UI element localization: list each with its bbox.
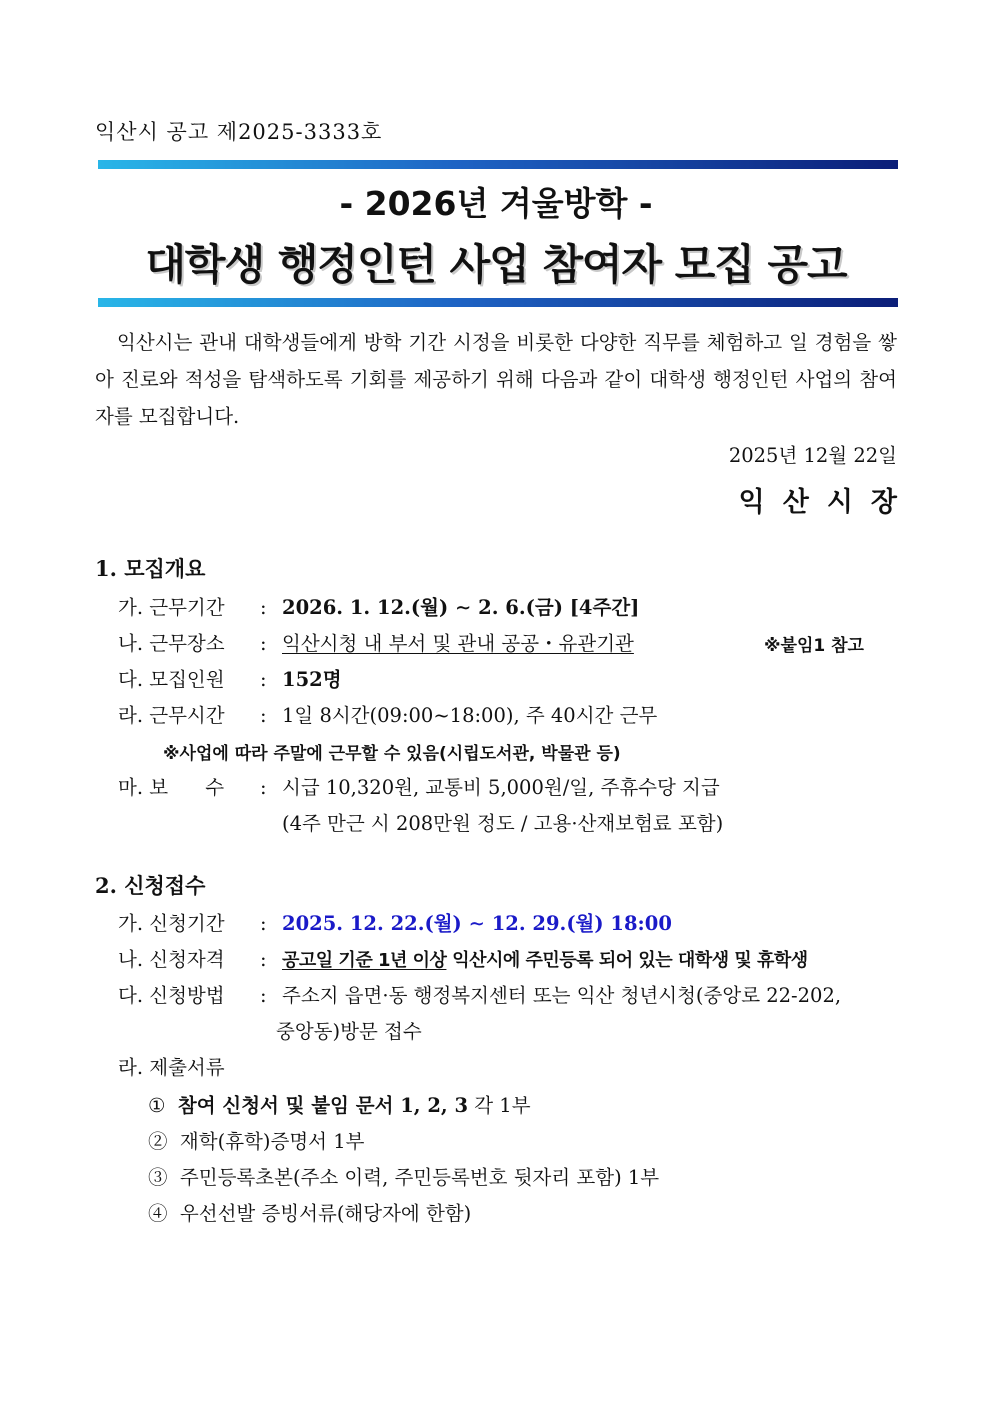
eligibility-rest: 익산시에 주민등록 되어 있는 대학생 및 휴학생 [446, 950, 808, 971]
document-name: 재학(휴학)증명서 1부 [179, 1130, 365, 1153]
section1-heading: 1. 모집개요 [95, 556, 206, 581]
document-number: ① [148, 1094, 166, 1117]
section2-item-documents [118, 1052, 260, 1080]
document-name: 우선선발 증빙서류(해당자에 한함) [179, 1202, 472, 1225]
section2-heading: 2. 신청접수 [95, 873, 206, 898]
title-bottom-bar [98, 298, 898, 307]
eligibility-underlined: 공고일 기준 1년 이상 [282, 950, 447, 971]
section2-item-period: 가. 신청기간 : 2025. 12. 22.(월) ∼ 12. 29.(월) 18:00 [118, 908, 672, 936]
document-item [148, 1162, 659, 1190]
item-value: 152명 [282, 668, 342, 691]
item-label: 나. 근무장소 [118, 632, 225, 655]
item-label: 다. 신청방법 [118, 984, 225, 1007]
section1-item-location: 나. 근무장소 : 익산시청 내 부서 및 관내 공공・유관기관 [118, 628, 634, 656]
title-line-1: - 2026년 겨울방학 - [339, 184, 653, 223]
pay-detail: (4주 만근 시 208만원 정도 / 고용·산재보험료 포함) [282, 812, 724, 835]
section2-item-method: 다. 신청방법 : 주소지 읍면·동 행정복지센터 또는 익산 청년시청(중앙로 22-202, [118, 980, 841, 1008]
document-name: 주민등록초본(주소 이력, 주민등록번호 뒷자리 포함) 1부 [179, 1166, 660, 1189]
section1-item-pay: 마. 보 수 : 시급 10,320원, 교통비 5,000원/일, 주휴수당 지급 [118, 772, 720, 800]
notice-number: 익산시 공고 제2025-3333호 [95, 120, 383, 144]
item-value: 시급 10,320원, 교통비 5,000원/일, 주휴수당 지급 [282, 776, 720, 799]
weekend-note: ※사업에 따라 주말에 근무할 수 있음(시립도서관, 박물관 등) [163, 744, 621, 764]
document-item [148, 1090, 531, 1118]
section1-item-hours: 라. 근무시간 : 1일 8시간(09:00~18:00), 주 40시간 근무 [118, 700, 657, 728]
document-name: 각 1부 [468, 1094, 531, 1117]
item-label: 라. 근무시간 [118, 704, 225, 727]
title-top-bar [98, 160, 898, 169]
issuer: 익산시장 [738, 487, 915, 518]
section1-item-headcount: 다. 모집인원 : 152명 [118, 664, 342, 692]
method-detail: 중앙동)방문 접수 [276, 1020, 422, 1043]
section1-item-period: 가. 근무기간 : 2026. 1. 12.(월) ∼ 2. 6.(금) [4주간] [118, 592, 639, 620]
document-name-bold: 참여 신청서 및 붙임 문서 1, 2, 3 [177, 1094, 469, 1117]
attachment-note: ※붙임1 참고 [764, 636, 864, 656]
section2-item-eligibility: 나. 신청자격 : 공고일 기준 1년 이상 익산시에 주민등록 되어 있는 대학생 및 휴학생 [118, 944, 808, 972]
document-number: ③ [148, 1166, 168, 1189]
item-value: 익산시청 내 부서 및 관내 공공・유관기관 [282, 632, 634, 655]
item-label: 다. 모집인원 [118, 668, 225, 691]
document-number: ④ [148, 1202, 168, 1225]
page-title: 대학생 행정인턴 사업 참여자 모집 공고 [145, 240, 847, 289]
item-value: 1일 8시간(09:00~18:00), 주 40시간 근무 [282, 704, 658, 727]
item-label: 라. 제출서류 [118, 1056, 225, 1079]
intro-paragraph: 익산시는 관내 대학생들에게 방학 기간 시정을 비롯한 다양한 직무를 체험하고 일 경험을 쌓아 진로와 적성을 탐색하도록 기회를 제공하기 위해 다음과 같이 대학생 행정인턴 사업의 참여자를 모집합니다. [95, 331, 897, 428]
item-label: 나. 신청자격 [118, 948, 225, 971]
announcement-date: 2025년 12월 22일 [728, 444, 897, 467]
item-label: 마. 보 수 [118, 776, 225, 799]
item-value: 주소지 읍면·동 행정복지센터 또는 익산 청년시청(중앙로 22-202, [282, 984, 842, 1007]
document-number: ② [148, 1130, 168, 1153]
document-item [148, 1126, 364, 1154]
item-value: 2026. 1. 12.(월) ∼ 2. 6.(금) [4주간] [282, 596, 640, 619]
item-value: 2025. 12. 22.(월) ∼ 12. 29.(월) 18:00 [282, 912, 672, 935]
document-item [148, 1198, 471, 1226]
item-label: 가. 신청기간 [118, 912, 225, 935]
item-label: 가. 근무기간 [118, 596, 225, 619]
